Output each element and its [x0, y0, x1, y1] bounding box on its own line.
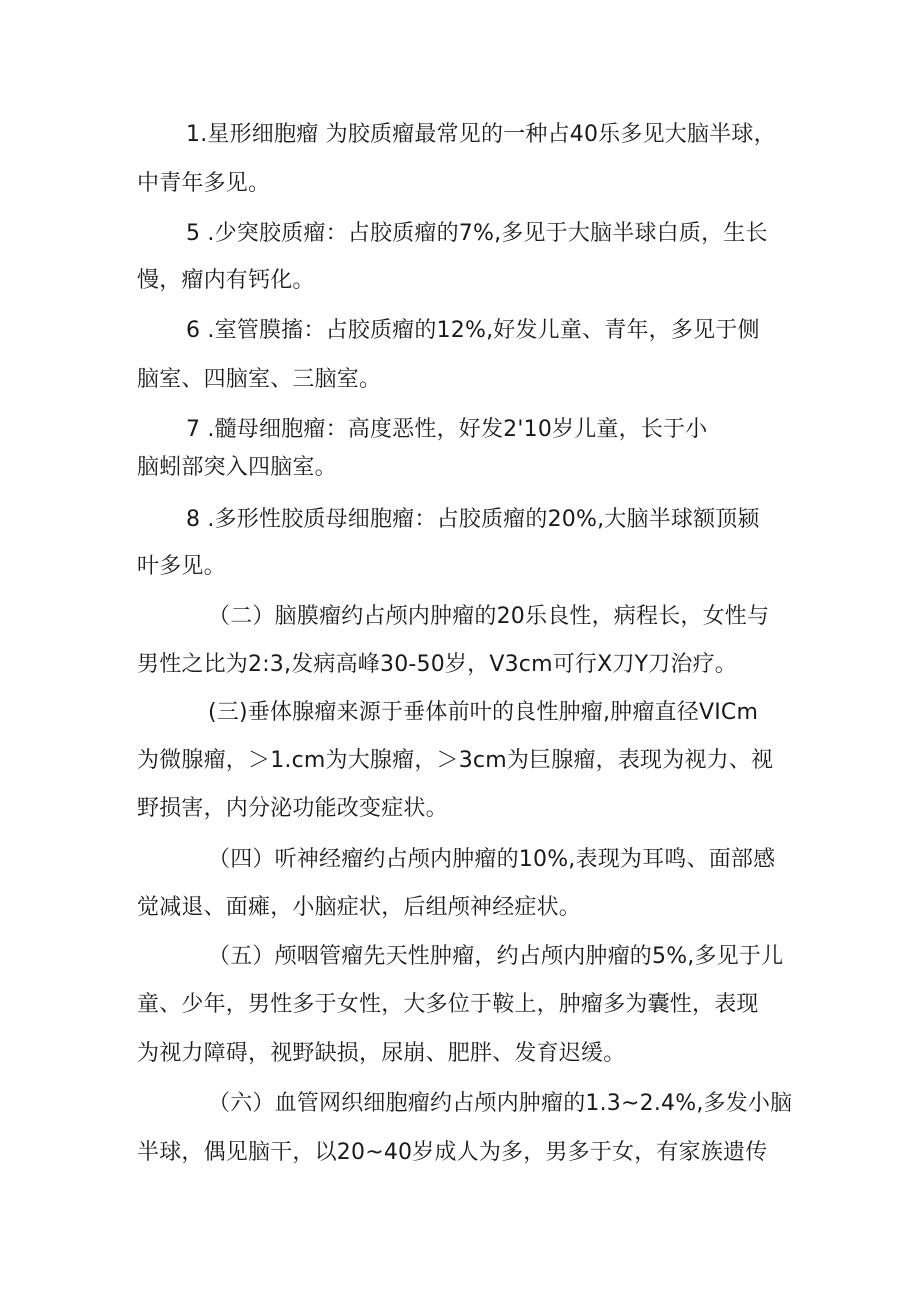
- section-3-line-2: 为微腺瘤，＞1.cm为大腺瘤，＞3cm为巨腺瘤，表现为视力、视: [137, 748, 774, 773]
- section-5-line-2: 童、少年，男性多于女性，大多位于鞍上，肿瘤多为囊性，表现: [137, 992, 759, 1017]
- section-5-line-1: （五）颅咽管瘤先天性肿瘤，约占颅内肿瘤的5%,多见于儿: [208, 944, 784, 969]
- section-2-line-1: （二）脑膜瘤约占颅内肿瘤的20乐良性，病程长，女性与: [208, 604, 770, 629]
- paragraph-8-line-2: 叶多见。: [137, 554, 226, 579]
- paragraph-1-line-1: 1.星形细胞瘤 为胶质瘤最常见的一种占40乐多见大脑半球，: [186, 122, 776, 147]
- paragraph-5-line-2: 慢，瘤内有钙化。: [137, 268, 315, 293]
- section-6-line-1: （六）血管网织细胞瘤约占颅内肿瘤的1.3~2.4%,多发小脑: [208, 1091, 793, 1116]
- paragraph-7-line-2: 脑蚓部突入四脑室。: [137, 455, 337, 480]
- section-3-line-3: 野损害，内分泌功能改变症状。: [137, 796, 448, 821]
- section-4-line-1: （四）听神经瘤约占颅内肿瘤的10%,表现为耳鸣、面部感: [208, 847, 776, 872]
- section-4-line-2: 觉减退、面瘫，小脑症状，后组颅神经症状。: [137, 895, 582, 920]
- section-6-line-2: 半球，偶见脑干，以20~40岁成人为多，男多于女，有家族遗传: [137, 1140, 768, 1165]
- paragraph-1-line-2: 中青年多见。: [137, 171, 271, 196]
- paragraph-6-line-1: 6 .室管膜搐：占胶质瘤的12%,好发儿童、青年，多见于侧: [186, 318, 760, 343]
- section-2-line-2: 男性之比为2:3,发病高峰30-50岁，V3cm可行X刀Y刀治疗。: [137, 652, 738, 677]
- paragraph-5-line-1: 5 .少突胶质瘤：占胶质瘤的7%,多见于大脑半球白质，生长: [186, 221, 768, 246]
- paragraph-6-line-2: 脑室、四脑室、三脑室。: [137, 367, 382, 392]
- paragraph-8-line-1: 8 .多形性胶质母细胞瘤：占胶质瘤的20%,大脑半球额顶颍: [186, 507, 760, 532]
- section-3-line-1: (三)垂体腺瘤来源于垂体前叶的良性肿瘤,肿瘤直径VICm: [208, 700, 759, 725]
- paragraph-7-line-1: 7 .髓母细胞瘤：高度恶性，好发2'10岁儿童，长于小: [186, 417, 708, 442]
- section-5-line-3: 为视力障碍，视野缺损，尿崩、肥胖、发育迟缓。: [137, 1041, 626, 1066]
